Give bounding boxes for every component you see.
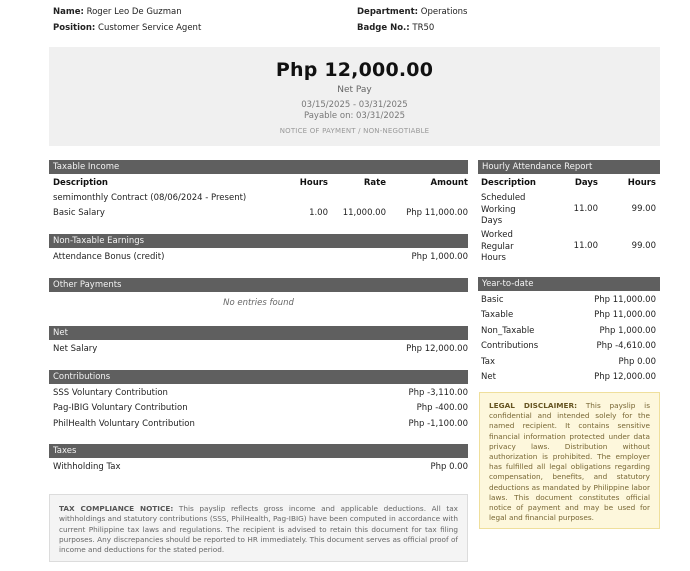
legal-disclaimer — [479, 392, 660, 529]
withholding-tax-description: Withholding Tax — [53, 462, 121, 472]
net-pay-label: Net Pay — [337, 85, 372, 95]
employee-name — [53, 7, 182, 17]
pagibig-description: Pag-IBIG Voluntary Contribution — [53, 403, 188, 413]
scheduled-line-1: Scheduled — [481, 193, 526, 203]
pagibig-amount: Php -400.00 — [416, 403, 468, 413]
contract-line: semimonthly Contract (08/06/2024 - Present) — [53, 193, 247, 203]
worked-hours-description — [481, 230, 514, 265]
worked-hours-value: 99.00 — [631, 241, 656, 251]
ytd-taxable-label: Taxable — [481, 310, 514, 320]
ytd-contributions-label: Contributions — [481, 341, 539, 351]
pay-period: 03/15/2025 - 03/31/2025 — [301, 100, 408, 110]
tax-compliance-notice — [49, 494, 468, 562]
payment-notice: NOTICE OF PAYMENT / NON-NEGOTIABLE — [279, 127, 430, 135]
philhealth-description: PhilHealth Voluntary Contribution — [53, 419, 195, 429]
department-label: Department: — [357, 7, 419, 17]
ytd-non-taxable-label: Non_Taxable — [481, 326, 535, 336]
sss-description: SSS Voluntary Contribution — [53, 388, 168, 398]
non-taxable-title: Non-Taxable Earnings — [49, 234, 468, 248]
ytd-taxable-value: Php 11,000.00 — [594, 310, 656, 320]
legal-text: This payslip is confidential and intended solely for the named recipient. It contains sensitive financial information protected under data privacy laws. Distribution without authorization is prohibited. The employer has fulfilled all legal obligations regarding compensation, benefits, and statutory deductions as mandated by Philippine labor laws. This document constitutes official notice of payment and may be used for legal and financial purposes. — [489, 401, 650, 523]
scheduled-days-description — [481, 193, 525, 228]
ytd-net-label: Net — [481, 372, 496, 382]
badge-value: TR50 — [412, 23, 435, 33]
scheduled-line-3: Days — [481, 216, 503, 226]
position-value: Customer Service Agent — [98, 23, 202, 33]
tax-notice-title: TAX COMPLIANCE NOTICE: — [59, 504, 174, 513]
legal-title: LEGAL DISCLAIMER: — [489, 401, 578, 410]
tax-notice-text: This payslip reflects gross income and applicable deductions. All tax withholdings and statutory contributions (SSS, PhilHealth, Pag-IBIG) have been computed in accordance with current Philippine tax laws and regulations. The recipient is advised to retain this document for tax filing purposes. Any discrepancies should be reported to HR immediately. This document serves as official proof of income and deductions for the stated period. — [59, 504, 458, 555]
basic-salary-hours: 1.00 — [309, 208, 328, 218]
ytd-net-value: Php 12,000.00 — [594, 372, 656, 382]
taxes-title: Taxes — [49, 444, 468, 458]
ytd-contributions-value: Php -4,610.00 — [596, 341, 656, 351]
basic-salary-amount: Php 11,000.00 — [406, 208, 468, 218]
sss-amount: Php -3,110.00 — [408, 388, 468, 398]
basic-salary-description: Basic Salary — [53, 208, 105, 218]
taxable-income-title: Taxable Income — [49, 160, 468, 174]
name-value: Roger Leo De Guzman — [86, 7, 182, 17]
scheduled-days-value: 11.00 — [573, 204, 598, 214]
net-salary-description: Net Salary — [53, 344, 98, 354]
name-label: Name: — [53, 7, 84, 17]
position-label: Position: — [53, 23, 96, 33]
ytd-tax-value: Php 0.00 — [618, 357, 656, 367]
employee-position — [53, 23, 201, 33]
net-pay-summary — [49, 47, 660, 146]
ytd-tax-label: Tax — [481, 357, 496, 367]
ytd-basic-label: Basic — [481, 295, 504, 305]
worked-line-2: Regular — [481, 241, 514, 252]
attendance-header-hours: Hours — [627, 178, 656, 188]
contributions-title: Contributions — [49, 370, 468, 384]
taxable-header-hours: Hours — [299, 178, 328, 188]
attendance-bonus-description: Attendance Bonus (credit) — [53, 252, 165, 262]
ytd-basic-value: Php 11,000.00 — [594, 295, 656, 305]
basic-salary-rate: 11,000.00 — [342, 208, 386, 218]
philhealth-amount: Php -1,100.00 — [408, 419, 468, 429]
attendance-header-description: Description — [481, 178, 536, 188]
worked-line-3: Hours — [481, 253, 506, 263]
other-payments-title: Other Payments — [49, 278, 468, 292]
other-payments-empty: No entries found — [223, 298, 294, 308]
ytd-non-taxable-value: Php 1,000.00 — [599, 326, 656, 336]
withholding-tax-amount: Php 0.00 — [430, 462, 468, 472]
net-salary-amount: Php 12,000.00 — [406, 344, 468, 354]
department-value: Operations — [420, 7, 468, 17]
scheduled-hours-value: 99.00 — [631, 204, 656, 214]
attendance-header-days: Days — [574, 178, 598, 188]
net-title: Net — [49, 326, 468, 340]
payable-date: Payable on: 03/31/2025 — [303, 111, 406, 121]
worked-days-value: 11.00 — [573, 241, 598, 251]
attendance-bonus-amount: Php 1,000.00 — [411, 252, 468, 262]
employee-department — [357, 7, 467, 17]
taxable-header-rate: Rate — [363, 178, 386, 188]
taxable-header-amount: Amount — [430, 178, 468, 188]
worked-line-1: Worked — [481, 230, 513, 240]
scheduled-line-2: Working — [481, 204, 516, 215]
taxable-header-description: Description — [53, 178, 108, 188]
employee-badge — [357, 23, 434, 33]
badge-label: Badge No.: — [357, 23, 410, 33]
ytd-title: Year-to-date — [478, 277, 660, 291]
net-pay-amount: Php 12,000.00 — [275, 59, 434, 81]
attendance-title: Hourly Attendance Report — [478, 160, 660, 174]
